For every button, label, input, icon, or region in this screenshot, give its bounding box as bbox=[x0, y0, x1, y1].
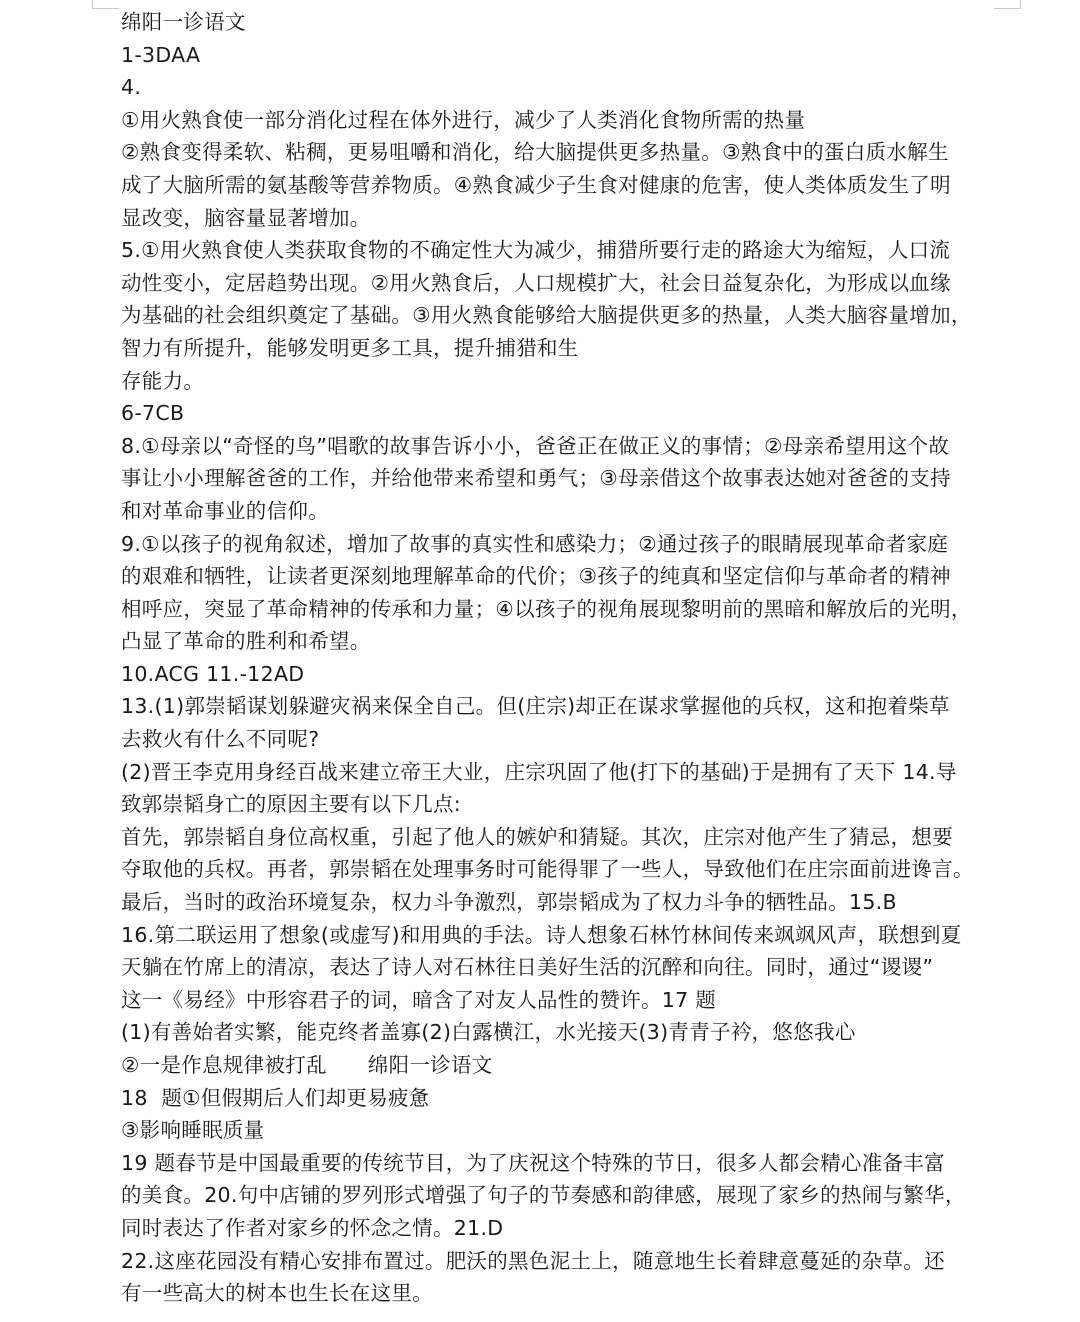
text-line: 为基础的社会组织奠定了基础。③用火熟食能够给大脑提供更多的热量，人类大脑容量增加， bbox=[121, 303, 972, 328]
text-line: 22.这座花园没有精心安排布置过。肥沃的黑色泥土上，随意地生长着肆意蔓延的杂草。还 bbox=[121, 1248, 945, 1273]
text-line: 的艰难和牺牲，让读者更深刻地理解革命的代价；③孩子的纯真和坚定信仰与革命者的精神 bbox=[121, 564, 951, 589]
text-line: ②熟食变得柔软、粘稠，更易咀嚼和消化，给大脑提供更多热量。③熟食中的蛋白质水解生 bbox=[121, 140, 949, 165]
text-line: (2)晋王李克用身经百战来建立帝王大业，庄宗巩固了他(打下的基础)于是拥有了天下 14.导 bbox=[121, 759, 957, 784]
text-line: 成了大脑所需的氨基酸等营养物质。④熟食减少子生食对健康的危害，使人类体质发生了明 bbox=[121, 172, 951, 197]
page-corner-mark-left bbox=[92, 0, 119, 9]
text-line: 天躺在竹席上的清凉，表达了诗人对石林往日美好生活的沉醉和向往。同时，通过“谡谡” bbox=[121, 955, 934, 980]
text-line: 6-7CB bbox=[121, 401, 185, 426]
text-line: 8.①母亲以“奇怪的鸟”唱歌的故事告诉小小，爸爸正在做正义的事情；②母亲希望用这个故 bbox=[121, 433, 950, 458]
text-line: 最后，当时的政治环境复杂，权力斗争激烈，郭崇韬成为了权力斗争的牺牲品。15.B bbox=[121, 890, 897, 915]
text-line: 显改变，脑容量显著增加。 bbox=[121, 205, 371, 230]
document-title: 绵阳一诊语文 bbox=[121, 10, 246, 34]
text-line: 和对革命事业的信仰。 bbox=[121, 498, 329, 523]
text-line: 9.①以孩子的视角叙述，增加了故事的真实性和感染力；②通过孩子的眼睛展现革命者家庭 bbox=[121, 531, 949, 556]
text-line: ②一是作息规律被打乱 绵阳一诊语文 bbox=[121, 1053, 493, 1077]
text-line: ①用火熟食使一部分消化过程在体外进行，减少了人类消化食物所需的热量 bbox=[121, 107, 806, 132]
document-body bbox=[121, 6, 1001, 1310]
text-line: 夺取他的兵权。再者，郭崇韬在处理事务时可能得罪了一些人，导致他们在庄宗面前进谗言。 bbox=[121, 857, 974, 882]
text-line: 凸显了革命的胜利和希望。 bbox=[121, 629, 371, 654]
text-line: 的美食。20.句中店铺的罗列形式增强了句子的节奏感和韵律感，展现了家乡的热闹与繁华， bbox=[121, 1183, 966, 1208]
text-line: 首先，郭崇韬自身位高权重，引起了他人的嫉妒和猜疑。其次，庄宗对他产生了猜忌，想要 bbox=[121, 824, 953, 849]
text-line: 13.(1)郭崇韬谋划躲避灾祸来保全自己。但(庄宗)却正在谋求掌握他的兵权，这和抱着柴草 bbox=[121, 694, 950, 719]
text-line: 16.第二联运用了想象(或虚写)和用典的手法。诗人想象石林竹林间传来飒飒风声，联想到夏 bbox=[121, 922, 962, 947]
text-line: 事让小小理解爸爸的工作，并给他带来希望和勇气；③母亲借这个故事表达她对爸爸的支持 bbox=[121, 466, 951, 491]
text-line: 致郭崇韬身亡的原因主要有以下几点: bbox=[121, 792, 462, 817]
text-line: 智力有所提升，能够发明更多工具，提升捕猎和生 bbox=[121, 335, 579, 360]
text-line: 5.①用火熟食使人类获取食物的不确定性大为减少，捕猎所要行走的路途大为缩短，人口流 bbox=[121, 238, 951, 263]
text-line: 这一《易经》中形容君子的词，暗含了对友人品性的赞许。17 题 bbox=[121, 987, 717, 1012]
text-line: 4. bbox=[121, 75, 142, 100]
text-line: 相呼应，突显了革命精神的传承和力量；④以孩子的视角展现黎明前的黑暗和解放后的光明， bbox=[121, 596, 972, 621]
text-line: 动性变小，定居趋势出现。②用火熟食后，人口规模扩大，社会日益复杂化，为形成以血缘 bbox=[121, 270, 951, 295]
text-line: 1-3DAA bbox=[121, 42, 201, 67]
text-line: 18 题①但假期后人们却更易疲惫 bbox=[121, 1085, 430, 1110]
text-line: 存能力。 bbox=[121, 368, 205, 393]
text-line: 有一些高大的树本也生长在这里。 bbox=[121, 1281, 433, 1306]
text-line: 去救火有什么不同呢? bbox=[121, 727, 320, 752]
text-line: 19 题春节是中国最重要的传统节目，为了庆祝这个特殊的节日，很多人都会精心准备丰富 bbox=[121, 1150, 945, 1175]
text-line: 10.ACG 11.-12AD bbox=[121, 661, 305, 686]
text-line: ③影响睡眠质量 bbox=[121, 1118, 265, 1143]
text-line: 同时表达了作者对家乡的怀念之情。21.D bbox=[121, 1215, 504, 1240]
text-line: (1)有善始者实繁，能克终者盖寡(2)白露横江，水光接天(3)青青子衿，悠悠我心 bbox=[121, 1020, 856, 1045]
